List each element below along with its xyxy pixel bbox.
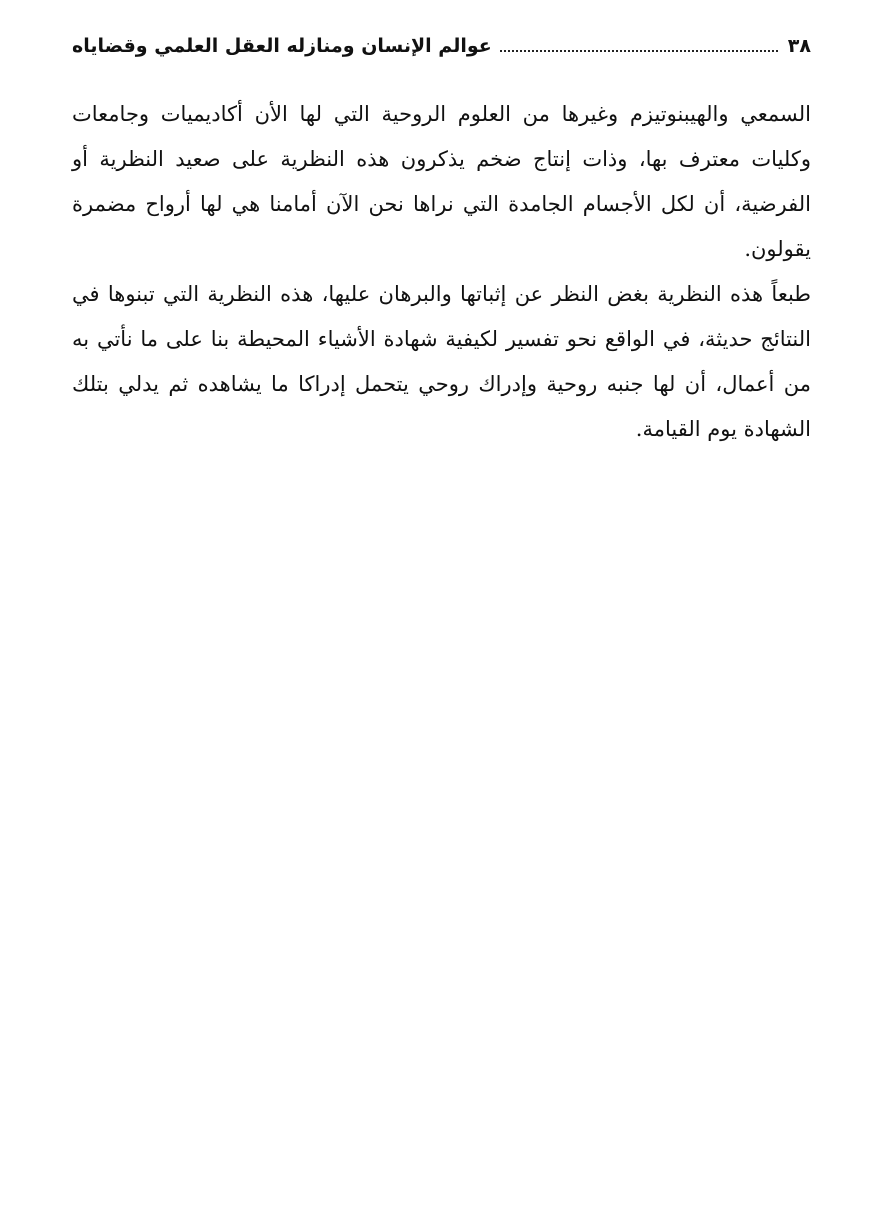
running-header-title: عوالم الإنسان ومنازله العقل العلمي وقضاياه (72, 35, 492, 57)
page-number: ٣٨ (787, 35, 811, 57)
paragraph-2: طبعاً هذه النظرية بغض النظر عن إثباتها والبرهان عليها، هذه النظرية التي تبنوها في النتائج حديثة، في الواقع نحو تفسير لكيفية شهادة الأشياء المحيطة بنا على ما نأتي به من أعمال، أن لها جنبه روحية وإدراك روحي يتحمل إدراكا ما يشاهده ثم يدلي بتلك الشهادة يوم القيامة. (72, 282, 811, 441)
paragraph-1: السمعي والهيبنوتيزم وغيرها من العلوم الروحية التي لها الأن أكاديميات وجامعات وكليات معترف بها، وذات إنتاج ضخم يذكرون هذه النظرية على صعيد النظرية أو الفرضية، أن لكل الأجسام الجامدة التي نراها نحن الآن أمامنا هي لها أرواح مضمرة يقولون. (72, 102, 811, 261)
running-header (72, 32, 811, 60)
dot-leader (500, 50, 778, 52)
body-text (72, 92, 811, 452)
